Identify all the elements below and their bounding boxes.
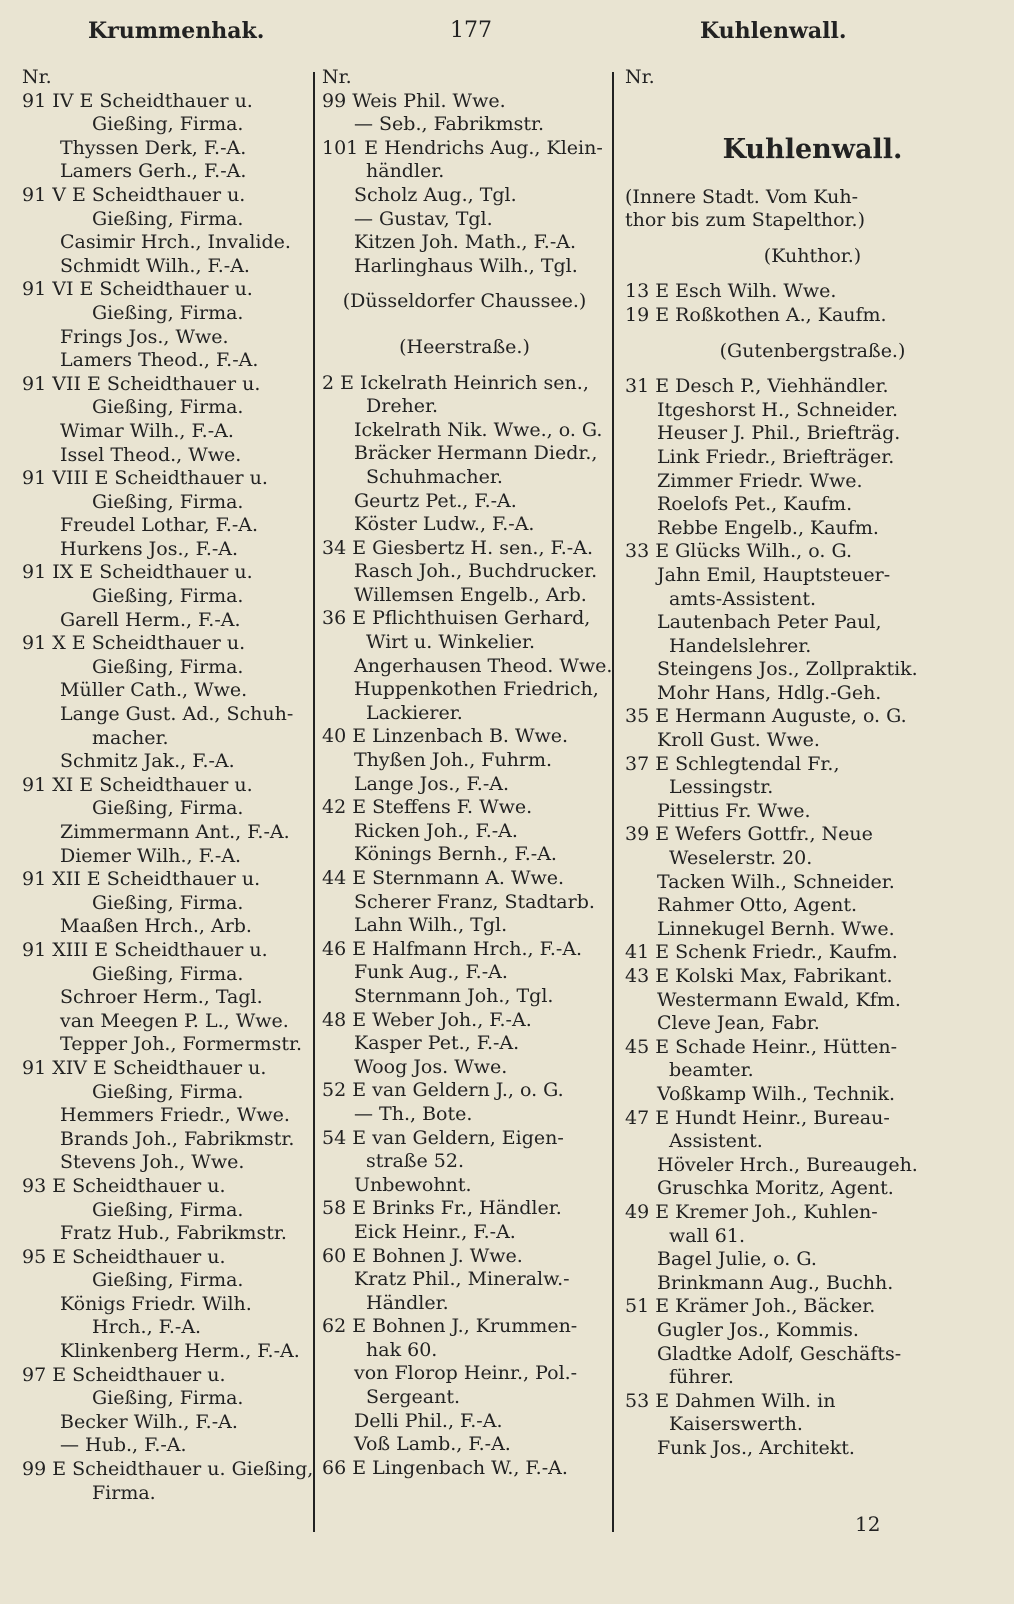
directory-line: 95 E Scheidthauer u. xyxy=(22,1245,226,1268)
directory-line: (Kuhthor.) xyxy=(763,244,862,267)
directory-line: 36 E Pflichthuisen Gerhard, xyxy=(322,607,591,630)
directory-line: Gießing, Firma. xyxy=(92,396,244,419)
directory-line: Casimir Hrch., Invalide. xyxy=(60,231,291,254)
directory-line: 37 E Schlegtendal Fr., xyxy=(625,752,840,775)
directory-line: Gießing, Firma. xyxy=(92,797,244,820)
directory-line: van Meegen P. L., Wwe. xyxy=(60,1009,289,1032)
directory-line: Scholz Aug., Tgl. xyxy=(354,183,517,206)
directory-line: Wimar Wilh., F.-A. xyxy=(60,419,234,442)
directory-line: Gießing, Firma. xyxy=(92,891,244,914)
directory-line: — Seb., Fabrikmstr. xyxy=(354,113,545,136)
directory-line: (Innere Stadt. Vom Kuh- xyxy=(625,185,859,208)
directory-line: thor bis zum Stapelthor.) xyxy=(625,209,865,232)
directory-line: Funk Jos., Architekt. xyxy=(657,1436,855,1459)
directory-line: Pittius Fr. Wwe. xyxy=(657,799,811,822)
directory-line: Huppenkothen Friedrich, xyxy=(354,678,599,701)
directory-line: Lange Jos., F.-A. xyxy=(354,772,509,795)
directory-line: Händler. xyxy=(366,1291,449,1314)
directory-line: Freudel Lothar, F.-A. xyxy=(60,514,259,537)
directory-line: Stevens Joh., Wwe. xyxy=(60,1151,245,1174)
directory-line xyxy=(322,360,607,372)
directory-line: Rebbe Engelb., Kaufm. xyxy=(657,516,879,539)
directory-line: Heuser J. Phil., Briefträg. xyxy=(657,422,901,445)
directory-line: straße 52. xyxy=(366,1150,464,1173)
directory-line: — Gustav, Tgl. xyxy=(354,207,493,230)
directory-line: Gruschka Moritz, Agent. xyxy=(657,1177,894,1200)
directory-line: Bagel Julie, o. G. xyxy=(657,1248,817,1271)
directory-line: Steingens Jos., Zollpraktik. xyxy=(657,658,918,681)
directory-line xyxy=(625,268,1000,280)
directory-line: 53 E Dahmen Wilh. in xyxy=(625,1389,836,1412)
directory-line: führer. xyxy=(669,1366,734,1389)
directory-line: Kroll Gust. Wwe. xyxy=(657,729,820,752)
directory-line: 91 VI E Scheidthauer u. xyxy=(22,278,253,301)
directory-line: Harlinghaus Wilh., Tgl. xyxy=(354,254,578,277)
directory-line: Brands Joh., Fabrikmstr. xyxy=(60,1127,295,1150)
directory-line: Gießing, Firma. xyxy=(92,1387,244,1410)
directory-line: 45 E Schade Heinr., Hütten- xyxy=(625,1035,898,1058)
directory-line: Tepper Joh., Formermstr. xyxy=(60,1033,302,1056)
directory-line: Nr. xyxy=(625,66,655,88)
directory-line: Willemsen Engelb., Arb. xyxy=(354,583,587,606)
directory-line: Funk Aug., F.-A. xyxy=(354,961,508,984)
directory-line: Schmitz Jak., F.-A. xyxy=(60,750,235,773)
directory-line: Angerhausen Theod. Wwe. xyxy=(354,654,613,677)
directory-line: Voß Lamb., F.-A. xyxy=(354,1433,511,1456)
directory-line: Gießing, Firma. xyxy=(92,655,244,678)
directory-line: Ickelrath Nik. Wwe., o. G. xyxy=(354,418,603,441)
directory-line: Maaßen Hrch., Arb. xyxy=(60,915,252,938)
directory-line: Gießing, Firma. xyxy=(92,1269,244,1292)
directory-line: Westermann Ewald, Kfm. xyxy=(657,988,901,1011)
directory-line: Bräcker Hermann Diedr., xyxy=(354,442,598,465)
directory-line: Gießing, Firma. xyxy=(92,962,244,985)
directory-line: Roelofs Pet., Kaufm. xyxy=(657,493,853,516)
directory-line: Nr. xyxy=(22,66,52,88)
directory-line xyxy=(625,90,1000,102)
directory-line: Kratz Phil., Mineralw.- xyxy=(354,1268,570,1291)
directory-line: Zimmermann Ant., F.-A. xyxy=(60,821,290,843)
directory-line: 31 E Desch P., Viehhändler. xyxy=(625,375,889,398)
directory-line: macher. xyxy=(92,726,169,749)
directory-line: Scherer Franz, Stadtarb. xyxy=(354,890,595,913)
directory-line: 41 E Schenk Friedr., Kaufm. xyxy=(625,941,898,964)
directory-line: Lahn Wilh., Tgl. xyxy=(354,914,508,937)
directory-line: 46 E Halfmann Hrch., F.-A. xyxy=(322,937,583,960)
column-rule-1 xyxy=(313,72,315,1532)
directory-line: Königs Friedr. Wilh. xyxy=(60,1292,252,1315)
directory-line: — Th., Bote. xyxy=(354,1102,473,1125)
directory-line: Hrch., F.-A. xyxy=(92,1316,202,1339)
directory-line xyxy=(625,174,1000,186)
directory-line: 13 E Esch Wilh. Wwe. xyxy=(625,280,837,303)
column-1 xyxy=(22,66,312,1505)
directory-line: 54 E van Geldern, Eigen- xyxy=(322,1126,564,1149)
directory-line xyxy=(625,363,1000,375)
directory-line: 91 V E Scheidthauer u. xyxy=(22,183,246,206)
directory-line: Tacken Wilh., Schneider. xyxy=(657,870,895,893)
directory-line: 44 E Sternmann A. Wwe. xyxy=(322,867,565,889)
directory-line: Firma. xyxy=(92,1481,156,1504)
directory-line: 52 E van Geldern J., o. G. xyxy=(322,1079,564,1102)
directory-line: Kaiserswerth. xyxy=(669,1413,803,1436)
directory-line: 91 XI E Scheidthauer u. xyxy=(22,773,253,796)
directory-line: Hemmers Friedr., Wwe. xyxy=(60,1104,290,1127)
directory-line: amts-Assistent. xyxy=(669,587,816,610)
directory-line: 40 E Linzenbach B. Wwe. xyxy=(322,725,569,748)
header-right: Kuhlenwall. xyxy=(700,18,847,44)
directory-line: Issel Theod., Wwe. xyxy=(60,443,242,466)
directory-line: Rahmer Otto, Agent. xyxy=(657,894,858,917)
directory-line xyxy=(322,314,607,336)
directory-line: 91 XIII E Scheidthauer u. xyxy=(22,938,268,961)
directory-line: 42 E Steffens F. Wwe. xyxy=(322,796,533,819)
directory-line xyxy=(625,328,1000,340)
directory-line: Kitzen Joh. Math., F.-A. xyxy=(354,231,577,254)
directory-line: Gießing, Firma. xyxy=(92,1080,244,1103)
directory-line: Delli Phil., F.-A. xyxy=(354,1409,503,1432)
directory-line: Frings Jos., Wwe. xyxy=(60,325,229,348)
directory-line: 97 E Scheidthauer u. xyxy=(22,1363,226,1386)
directory-line xyxy=(322,278,607,290)
directory-line: 93 E Scheidthauer u. xyxy=(22,1174,226,1197)
directory-line: Lamers Theod., F.-A. xyxy=(60,349,259,372)
directory-line: Mohr Hans, Hdlg.-Geh. xyxy=(657,681,882,704)
directory-line: Diemer Wilh., F.-A. xyxy=(60,844,242,867)
directory-line: 91 IX E Scheidthauer u. xyxy=(22,561,253,584)
directory-line: Becker Wilh., F.-A. xyxy=(60,1410,238,1433)
directory-line: Gießing, Firma. xyxy=(92,1198,244,1221)
directory-line: Wirt u. Winkelier. xyxy=(366,631,536,654)
directory-line: Höveler Hrch., Bureaugeh. xyxy=(657,1153,918,1176)
directory-line: Lange Gust. Ad., Schuh- xyxy=(60,703,294,726)
directory-line: Assistent. xyxy=(669,1130,763,1153)
directory-line: 66 E Lingenbach W., F.-A. xyxy=(322,1456,568,1479)
directory-line: 49 E Kremer Joh., Kuhlen- xyxy=(625,1200,878,1223)
column-rule-2 xyxy=(612,72,614,1532)
directory-line: Thyßen Joh., Fuhrm. xyxy=(354,749,553,772)
directory-line: Gießing, Firma. xyxy=(92,585,244,608)
directory-line: Link Friedr., Briefträger. xyxy=(657,445,895,468)
directory-line: Kuhlenwall. xyxy=(722,133,903,165)
directory-line: Könings Bernh., F.-A. xyxy=(354,843,557,866)
directory-line: 91 IV E Scheidthauer u. xyxy=(22,89,253,112)
directory-line: (Gutenbergstraße.) xyxy=(719,339,906,362)
column-2 xyxy=(322,66,613,1480)
directory-line: Schmidt Wilh., F.-A. xyxy=(60,254,250,277)
directory-line: 39 E Wefers Gottfr., Neue xyxy=(625,823,873,846)
directory-line: beamter. xyxy=(669,1059,754,1082)
directory-line: Kasper Pet., F.-A. xyxy=(354,1032,520,1055)
directory-line: Eick Heinr., F.-A. xyxy=(354,1220,516,1243)
directory-line: wall 61. xyxy=(669,1224,745,1247)
directory-line: Garell Herm., F.-A. xyxy=(60,608,241,631)
directory-line: 91 VIII E Scheidthauer u. xyxy=(22,467,268,490)
directory-line: (Heerstraße.) xyxy=(399,335,530,358)
directory-line: Nr. xyxy=(322,66,352,88)
directory-line: Klinkenberg Herm., F.-A. xyxy=(60,1340,300,1363)
directory-line: hak 60. xyxy=(366,1338,438,1361)
directory-line: Lackierer. xyxy=(366,701,463,724)
directory-line: Geurtz Pet., F.-A. xyxy=(354,489,517,512)
directory-line: Itgeshorst H., Schneider. xyxy=(657,398,899,421)
directory-line: Lautenbach Peter Paul, xyxy=(657,611,882,634)
directory-line: Sergeant. xyxy=(366,1386,460,1409)
directory-line: 34 E Giesbertz H. sen., F.-A. xyxy=(322,536,593,559)
directory-line: 99 Weis Phil. Wwe. xyxy=(322,89,506,112)
directory-line: Sternmann Joh., Tgl. xyxy=(354,984,554,1007)
directory-line: Gießing, Firma. xyxy=(92,490,244,513)
directory-line: Weselerstr. 20. xyxy=(669,847,813,870)
directory-line: (Düsseldorfer Chaussee.) xyxy=(342,290,587,313)
directory-line: Unbewohnt. xyxy=(354,1173,472,1196)
directory-line: 35 E Hermann Auguste, o. G. xyxy=(625,705,907,728)
directory-line: Zimmer Friedr. Wwe. xyxy=(657,469,863,492)
directory-line: 91 X E Scheidthauer u. xyxy=(22,632,246,655)
directory-line: Linnekugel Bernh. Wwe. xyxy=(657,917,895,940)
directory-line: 101 E Hendrichs Aug., Klein- xyxy=(322,136,603,159)
directory-line: Gladtke Adolf, Geschäfts- xyxy=(657,1342,902,1365)
directory-line: Cleve Jean, Fabr. xyxy=(657,1012,820,1035)
directory-line: Lamers Gerh., F.-A. xyxy=(60,160,247,183)
directory-line: 19 E Roßkothen A., Kaufm. xyxy=(625,303,887,326)
directory-line: Woog Jos. Wwe. xyxy=(354,1055,508,1078)
directory-line: Voßkamp Wilh., Technik. xyxy=(657,1082,896,1105)
directory-line: 62 E Bohnen J., Krummen- xyxy=(322,1315,578,1338)
directory-line: Gießing, Firma. xyxy=(92,207,244,230)
directory-line: von Florop Heinr., Pol.- xyxy=(354,1362,578,1385)
directory-line: Müller Cath., Wwe. xyxy=(60,679,248,702)
directory-line: 48 E Weber Joh., F.-A. xyxy=(322,1008,532,1031)
directory-line: Ricken Joh., F.-A. xyxy=(354,819,518,842)
directory-line: Rasch Joh., Buchdrucker. xyxy=(354,560,598,583)
directory-line: Köster Ludw., F.-A. xyxy=(354,513,535,536)
directory-line: — Hub., F.-A. xyxy=(60,1434,187,1457)
directory-line: Gießing, Firma. xyxy=(92,301,244,324)
directory-line: Hurkens Jos., F.-A. xyxy=(60,537,239,560)
directory-line: 60 E Bohnen J. Wwe. xyxy=(322,1244,523,1267)
directory-line: 99 E Scheidthauer u. Gießing, xyxy=(22,1458,314,1481)
header-left: Krummenhak. xyxy=(88,18,265,44)
page-number: 177 xyxy=(450,18,492,43)
directory-line: 43 E Kolski Max, Fabrikant. xyxy=(625,965,893,987)
directory-line: 2 E Ickelrath Heinrich sen., xyxy=(322,371,589,394)
directory-line: 91 VII E Scheidthauer u. xyxy=(22,372,261,395)
directory-line: Jahn Emil, Hauptsteuer- xyxy=(657,563,891,586)
directory-line: Dreher. xyxy=(366,395,439,418)
directory-line: Gugler Jos., Kommis. xyxy=(657,1318,859,1341)
directory-line: händler. xyxy=(366,160,445,183)
directory-line: Fratz Hub., Fabrikmstr. xyxy=(60,1222,287,1245)
directory-line: 91 XIV E Scheidthauer u. xyxy=(22,1056,267,1079)
directory-line: 47 E Hundt Heinr., Bureau- xyxy=(625,1106,890,1129)
directory-line xyxy=(625,233,1000,245)
directory-line: Schroer Herm., Tagl. xyxy=(60,986,263,1009)
directory-line: 91 XII E Scheidthauer u. xyxy=(22,868,261,891)
directory-line: 51 E Krämer Joh., Bäcker. xyxy=(625,1295,876,1318)
directory-line: Schuhmacher. xyxy=(366,465,503,488)
directory-line: Lessingstr. xyxy=(669,776,774,799)
directory-line: Handelslehrer. xyxy=(669,634,812,657)
directory-line: Brinkmann Aug., Buchh. xyxy=(657,1271,894,1294)
footer-page-mark: 12 xyxy=(855,1512,881,1536)
directory-line: Thyssen Derk, F.-A. xyxy=(60,136,247,159)
directory-line: 58 E Brinks Fr., Händler. xyxy=(322,1197,562,1220)
directory-line: 33 E Glücks Wilh., o. G. xyxy=(625,540,852,563)
directory-line: Gießing, Firma. xyxy=(92,113,244,136)
column-3 xyxy=(625,66,1000,1460)
